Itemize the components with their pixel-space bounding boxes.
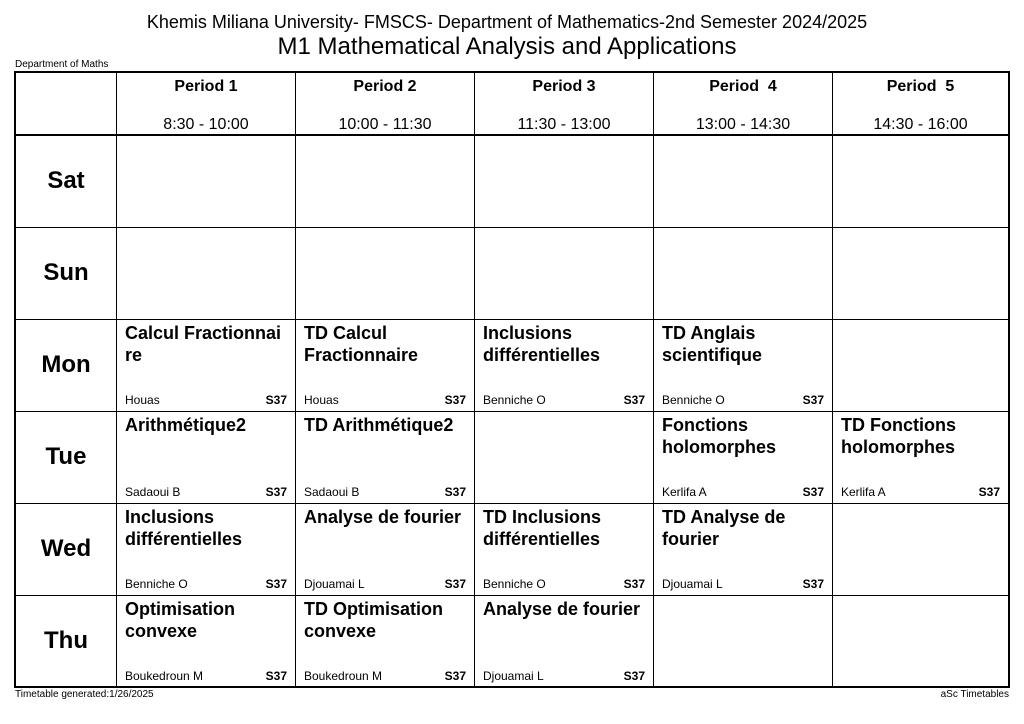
empty-cell [295, 227, 474, 319]
day-row-thu [16, 595, 1008, 687]
lesson-room: S37 [265, 577, 287, 591]
empty-cell [116, 135, 295, 227]
empty-cell [832, 595, 1008, 687]
day-label: Thu [44, 627, 88, 654]
period-name: Period 3 [532, 78, 596, 95]
lesson-subject: Inclusions différentielles [125, 507, 243, 549]
lesson-cell [474, 503, 653, 595]
lesson-subject: TD Arithmétique2 [304, 415, 454, 435]
lesson-cell [474, 595, 653, 687]
period-header-1 [116, 73, 295, 135]
lesson-room: S37 [444, 485, 466, 499]
lesson-room: S37 [802, 393, 824, 407]
empty-cell [474, 411, 653, 503]
lesson-room: S37 [623, 393, 645, 407]
lesson-teacher: Djouamai L [304, 577, 365, 591]
lesson-teacher: Kerlifa A [662, 485, 707, 499]
period-header-5 [832, 73, 1008, 135]
lesson-teacher: Boukedroun M [125, 669, 204, 683]
lesson-room: S37 [444, 669, 466, 683]
lesson-cell [116, 319, 295, 411]
period-header-3 [474, 73, 653, 135]
lesson-room: S37 [623, 669, 645, 683]
period-name: Period 1 [174, 78, 238, 95]
empty-cell [832, 319, 1008, 411]
day-row-sat [16, 135, 1008, 227]
empty-cell [832, 135, 1008, 227]
day-row-sun [16, 227, 1008, 319]
period-time: 10:00 - 11:30 [338, 116, 432, 133]
lesson-subject: TD Optimisation convexe [304, 599, 443, 641]
empty-cell [474, 227, 653, 319]
lesson-teacher: Sadaoui B [125, 485, 181, 499]
day-label: Mon [41, 351, 91, 378]
lesson-cell [653, 319, 832, 411]
lesson-subject: Analyse de fourier [483, 599, 641, 619]
lesson-subject: Analyse de fourier [304, 507, 462, 527]
empty-cell [116, 227, 295, 319]
generated-date: Timetable generated:1/26/2025 [15, 689, 154, 700]
day-label: Wed [40, 535, 92, 562]
period-name: Period 5 [886, 78, 955, 95]
day-row-mon [16, 319, 1008, 411]
lesson-room: S37 [265, 485, 287, 499]
lesson-teacher: Djouamai L [483, 669, 544, 683]
lesson-subject: Arithmétique2 [125, 415, 247, 435]
lesson-room: S37 [802, 485, 824, 499]
lesson-cell [653, 503, 832, 595]
lesson-teacher: Djouamai L [662, 577, 723, 591]
day-row-tue [16, 411, 1008, 503]
lesson-subject: TD Fonctions holomorphes [841, 415, 956, 457]
lesson-teacher: Benniche O [483, 393, 546, 407]
lesson-cell [653, 411, 832, 503]
period-time: 14:30 - 16:00 [873, 116, 968, 133]
period-header-2 [295, 73, 474, 135]
document-title: Khemis Miliana University- FMSCS- Department of Mathematics-2nd Semester 2024/2025 [146, 12, 868, 32]
empty-cell [832, 227, 1008, 319]
lesson-subject: TD Inclusions différentielles [483, 507, 602, 549]
lesson-cell [116, 503, 295, 595]
period-time: 13:00 - 14:30 [695, 116, 791, 133]
period-name: Period 2 [353, 78, 417, 95]
lesson-teacher: Benniche O [483, 577, 546, 591]
empty-cell [295, 135, 474, 227]
lesson-cell [295, 411, 474, 503]
day-label: Tue [45, 443, 87, 470]
day-label: Sun [43, 259, 89, 286]
lesson-subject: Inclusions différentielles [483, 323, 601, 365]
lesson-cell [295, 503, 474, 595]
lesson-room: S37 [265, 393, 287, 407]
empty-cell [832, 503, 1008, 595]
lesson-room: S37 [623, 577, 645, 591]
lesson-cell [116, 411, 295, 503]
lesson-teacher: Benniche O [125, 577, 188, 591]
day-row-wed [16, 503, 1008, 595]
lesson-subject: Fonctions holomorphes [662, 415, 777, 457]
lesson-room: S37 [802, 577, 824, 591]
lesson-teacher: Benniche O [662, 393, 725, 407]
day-label: Sat [47, 167, 85, 194]
period-header-4 [653, 73, 832, 135]
department-label: Department of Maths [15, 59, 109, 70]
lesson-subject: TD Analyse de fourier [662, 507, 786, 549]
lesson-cell [295, 319, 474, 411]
period-time: 8:30 - 10:00 [163, 116, 249, 133]
timetable-grid [14, 71, 1010, 688]
lesson-teacher: Sadaoui B [304, 485, 360, 499]
empty-cell [653, 595, 832, 687]
lesson-room: S37 [444, 577, 466, 591]
lesson-subject: TD Calcul Fractionnaire [304, 323, 419, 365]
lesson-cell [295, 595, 474, 687]
software-brand: aSc Timetables [940, 689, 1009, 700]
lesson-cell [474, 319, 653, 411]
lesson-room: S37 [265, 669, 287, 683]
period-time: 11:30 - 13:00 [517, 116, 611, 133]
class-title: M1 Mathematical Analysis and Applications [277, 33, 737, 60]
lesson-cell [116, 595, 295, 687]
lesson-room: S37 [444, 393, 466, 407]
empty-cell [474, 135, 653, 227]
empty-cell [653, 227, 832, 319]
lesson-subject: Calcul Fractionnai re [125, 323, 282, 365]
lesson-subject: Optimisation convexe [125, 599, 236, 641]
lesson-teacher: Houas [304, 393, 339, 407]
empty-cell [653, 135, 832, 227]
lesson-subject: TD Anglais scientifique [662, 323, 763, 365]
lesson-teacher: Kerlifa A [841, 485, 886, 499]
lesson-room: S37 [978, 485, 1000, 499]
lesson-teacher: Houas [125, 393, 160, 407]
period-name: Period 4 [709, 78, 777, 95]
lesson-cell [832, 411, 1008, 503]
lesson-teacher: Boukedroun M [304, 669, 383, 683]
